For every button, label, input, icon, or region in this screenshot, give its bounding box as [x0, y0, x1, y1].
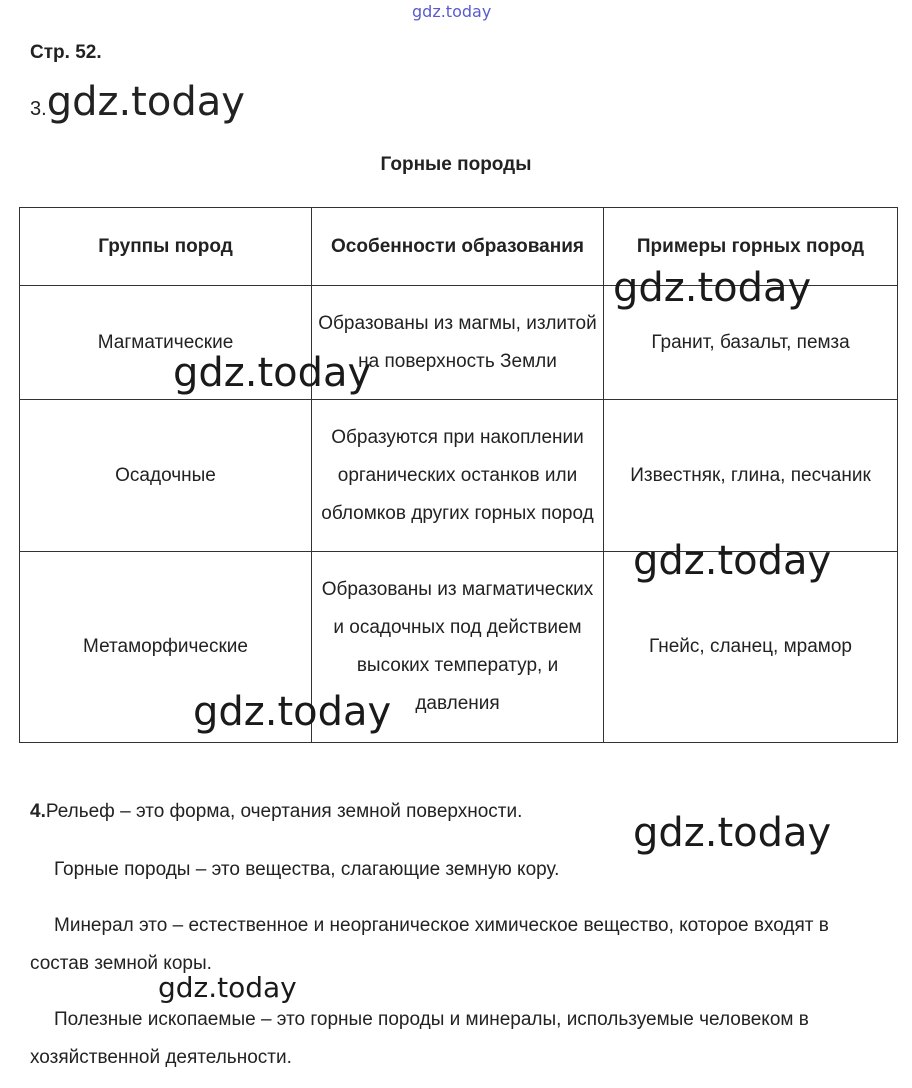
watermark: gdz.today: [193, 689, 392, 735]
cell-formation: Образованы из магмы, излитой на поверхность Земли: [312, 286, 604, 400]
cell-group: Магматические: [20, 286, 312, 400]
page-label: Стр. 52.: [30, 42, 102, 63]
watermark-top: gdz.today: [412, 2, 492, 21]
mineral-definition: Минерал это – естественное и неорганическое химическое вещество, которое входят в состав земной коры.: [30, 915, 829, 974]
cell-examples: Гнейс, сланец, мрамор: [604, 552, 898, 743]
rocks-definition: Горные породы – это вещества, слагающие земную кору.: [54, 859, 560, 880]
task-3-number: 3.: [30, 98, 47, 120]
table-row: [20, 400, 898, 552]
watermark: gdz.today: [633, 538, 832, 584]
relief-definition: Рельеф – это форма, очертания земной поверхности.: [45, 801, 523, 822]
header-formation: Особенности образования: [312, 208, 604, 286]
task-3-heading: [30, 79, 245, 125]
cell-formation: Образуются при накоплении органических останков или обломков других горных пород: [312, 400, 604, 552]
watermark: gdz.today: [173, 350, 372, 396]
task-4-relief: [30, 793, 522, 831]
header-groups: Группы пород: [20, 208, 312, 286]
cell-group: Метаморфические: [20, 552, 312, 743]
cell-group: Осадочные: [20, 400, 312, 552]
watermark: gdz.today: [158, 971, 297, 1004]
resources-definition: Полезные ископаемые – это горные породы и минералы, используемые человеком в хозяйственной деятельности.: [30, 1009, 809, 1068]
cell-formation: Образованы из магматических и осадочных под действием высоких температур, и давления: [312, 552, 604, 743]
cell-examples: Известняк, глина, песчаник: [604, 400, 898, 552]
watermark: gdz.today: [633, 810, 832, 856]
table-title: Горные породы: [380, 154, 532, 175]
watermark-inline: gdz.today: [46, 79, 245, 125]
task-4-number: 4.: [30, 801, 46, 822]
cell-examples: Гранит, базальт, пемза: [604, 286, 898, 400]
watermark: gdz.today: [613, 265, 812, 311]
header-examples: Примеры горных пород: [604, 208, 898, 286]
